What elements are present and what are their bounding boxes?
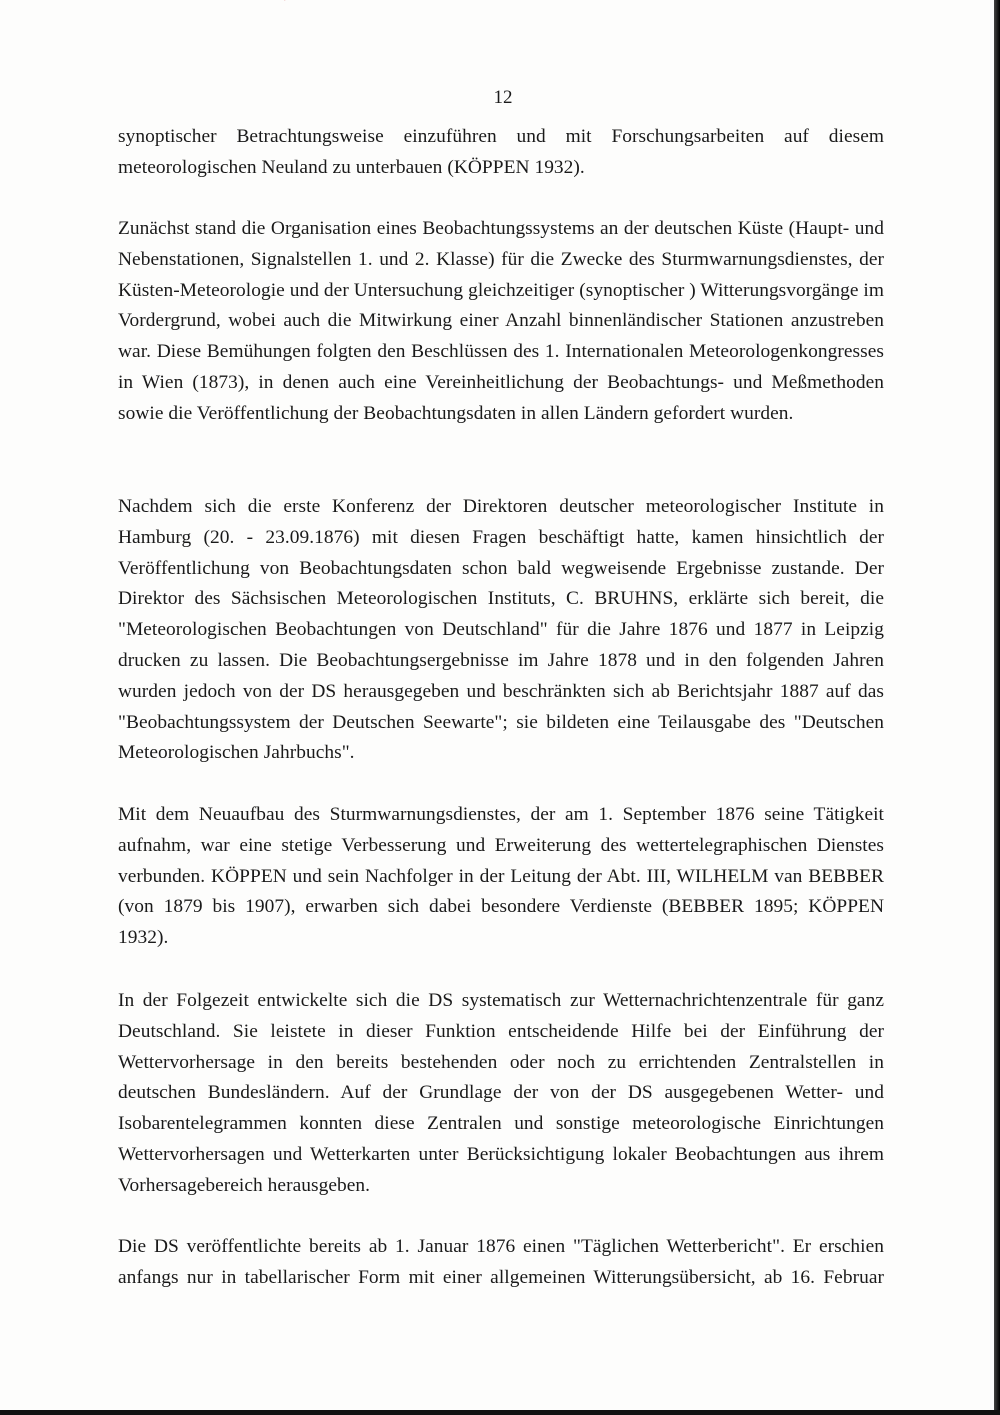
paragraph-4: Mit dem Neuaufbau des Sturmwarnungsdienstes, der am 1. September 1876 seine Tätigkeit aufnahm, war eine stetige Verbesserung und Erweiterung des wettertelegraphischen Dienstes verbunden. KÖPPEN und sein Nachfolger in der Leitung der Abt. III, WILHELM van BEBBER (von 1879 bis 1907), erwarben sich dabei besondere Verdienste (BEBBER 1895; KÖPPEN 1932). (118, 804, 884, 949)
scan-edge-right (994, 0, 1000, 1415)
scan-artifact (284, 0, 311, 12)
page-number: 12 (493, 87, 513, 108)
paragraph-1: synoptischer Betrachtungsweise einzuführen und mit Forschungsarbeiten auf diesem meteorologischen Neuland zu unterbauen (KÖPPEN 1932). (118, 126, 884, 178)
paragraph-3: Nachdem sich die erste Konferenz der Direktoren deutscher meteorologischer Institute in Hamburg (20. - 23.09.1876) mit diesen Fragen beschäftigt hatte, kamen hinsichtlich der Veröffentlichung von Beobachtungsdaten schon bald wegweisende Ergebnisse zustande. Der Direktor des Sächsischen Meteorologischen Instituts, C. BRUHNS, erklärte sich bereit, die "Meteorologischen Beobachtungen von Deutschland" für die Jahre 1876 und 1877 in Leipzig drucken zu lassen. Die Beobachtungsergebnisse im Jahre 1878 und in den folgenden Jahren wurden jedoch von der DS herausgegeben und beschränkten sich ab Berichtsjahr 1887 auf das "Beobachtungssystem der Deutschen Seewarte"; sie bildeten eine Teilausgabe des "Deutschen Meteorologischen Jahrbuchs". (118, 496, 884, 764)
scan-edge-bottom (0, 1410, 1000, 1415)
paragraph-5: In der Folgezeit entwickelte sich die DS systematisch zur Wetternachrichtenzentrale für ganz Deutschland. Sie leistete in dieser Funktion entscheidende Hilfe bei der Einführung der Wettervorhersage in den bereits bestehenden oder noch zu errichtenden Zentralstellen in deutschen Bundesländern. Auf der Grundlage der von der DS ausgegebenen Wetter- und Isobarentelegrammen konnten diese Zentralen und sonstige meteorologische Einrichtungen Wettervorhersagen und Wetterkarten unter Berücksichtigung lokaler Beobachtungen aus ihrem Vorhersagebereich herausgeben. (118, 990, 884, 1196)
paragraph-6: Die DS veröffentlichte bereits ab 1. Januar 1876 einen "Täglichen Wetterbericht". Er erschien anfangs nur in tabellarischer Form mit einer allgemeinen Witterungsübersicht, ab 16. Februar (118, 1236, 884, 1288)
paragraph-2: Zunächst stand die Organisation eines Beobachtungssystems an der deutschen Küste (Haupt- und Nebenstationen, Signalstellen 1. und 2. Klasse) für die Zwecke des Sturmwarnungsdienstes, der Küsten-Meteorologie und der Untersuchung gleichzeitiger (synoptischer ) Witterungsvorgänge im Vordergrund, wobei auch die Mitwirkung einer Anzahl binnenländischer Stationen anzustreben war. Diese Bemühungen folgten den Beschlüssen des 1. Internationalen Meteorologenkongresses in Wien (1873), in denen auch eine Vereinheitlichung der Beobachtungs- und Meßmethoden sowie die Veröffentlichung der Beobachtungsdaten in allen Ländern gefordert wurden. (118, 218, 884, 424)
